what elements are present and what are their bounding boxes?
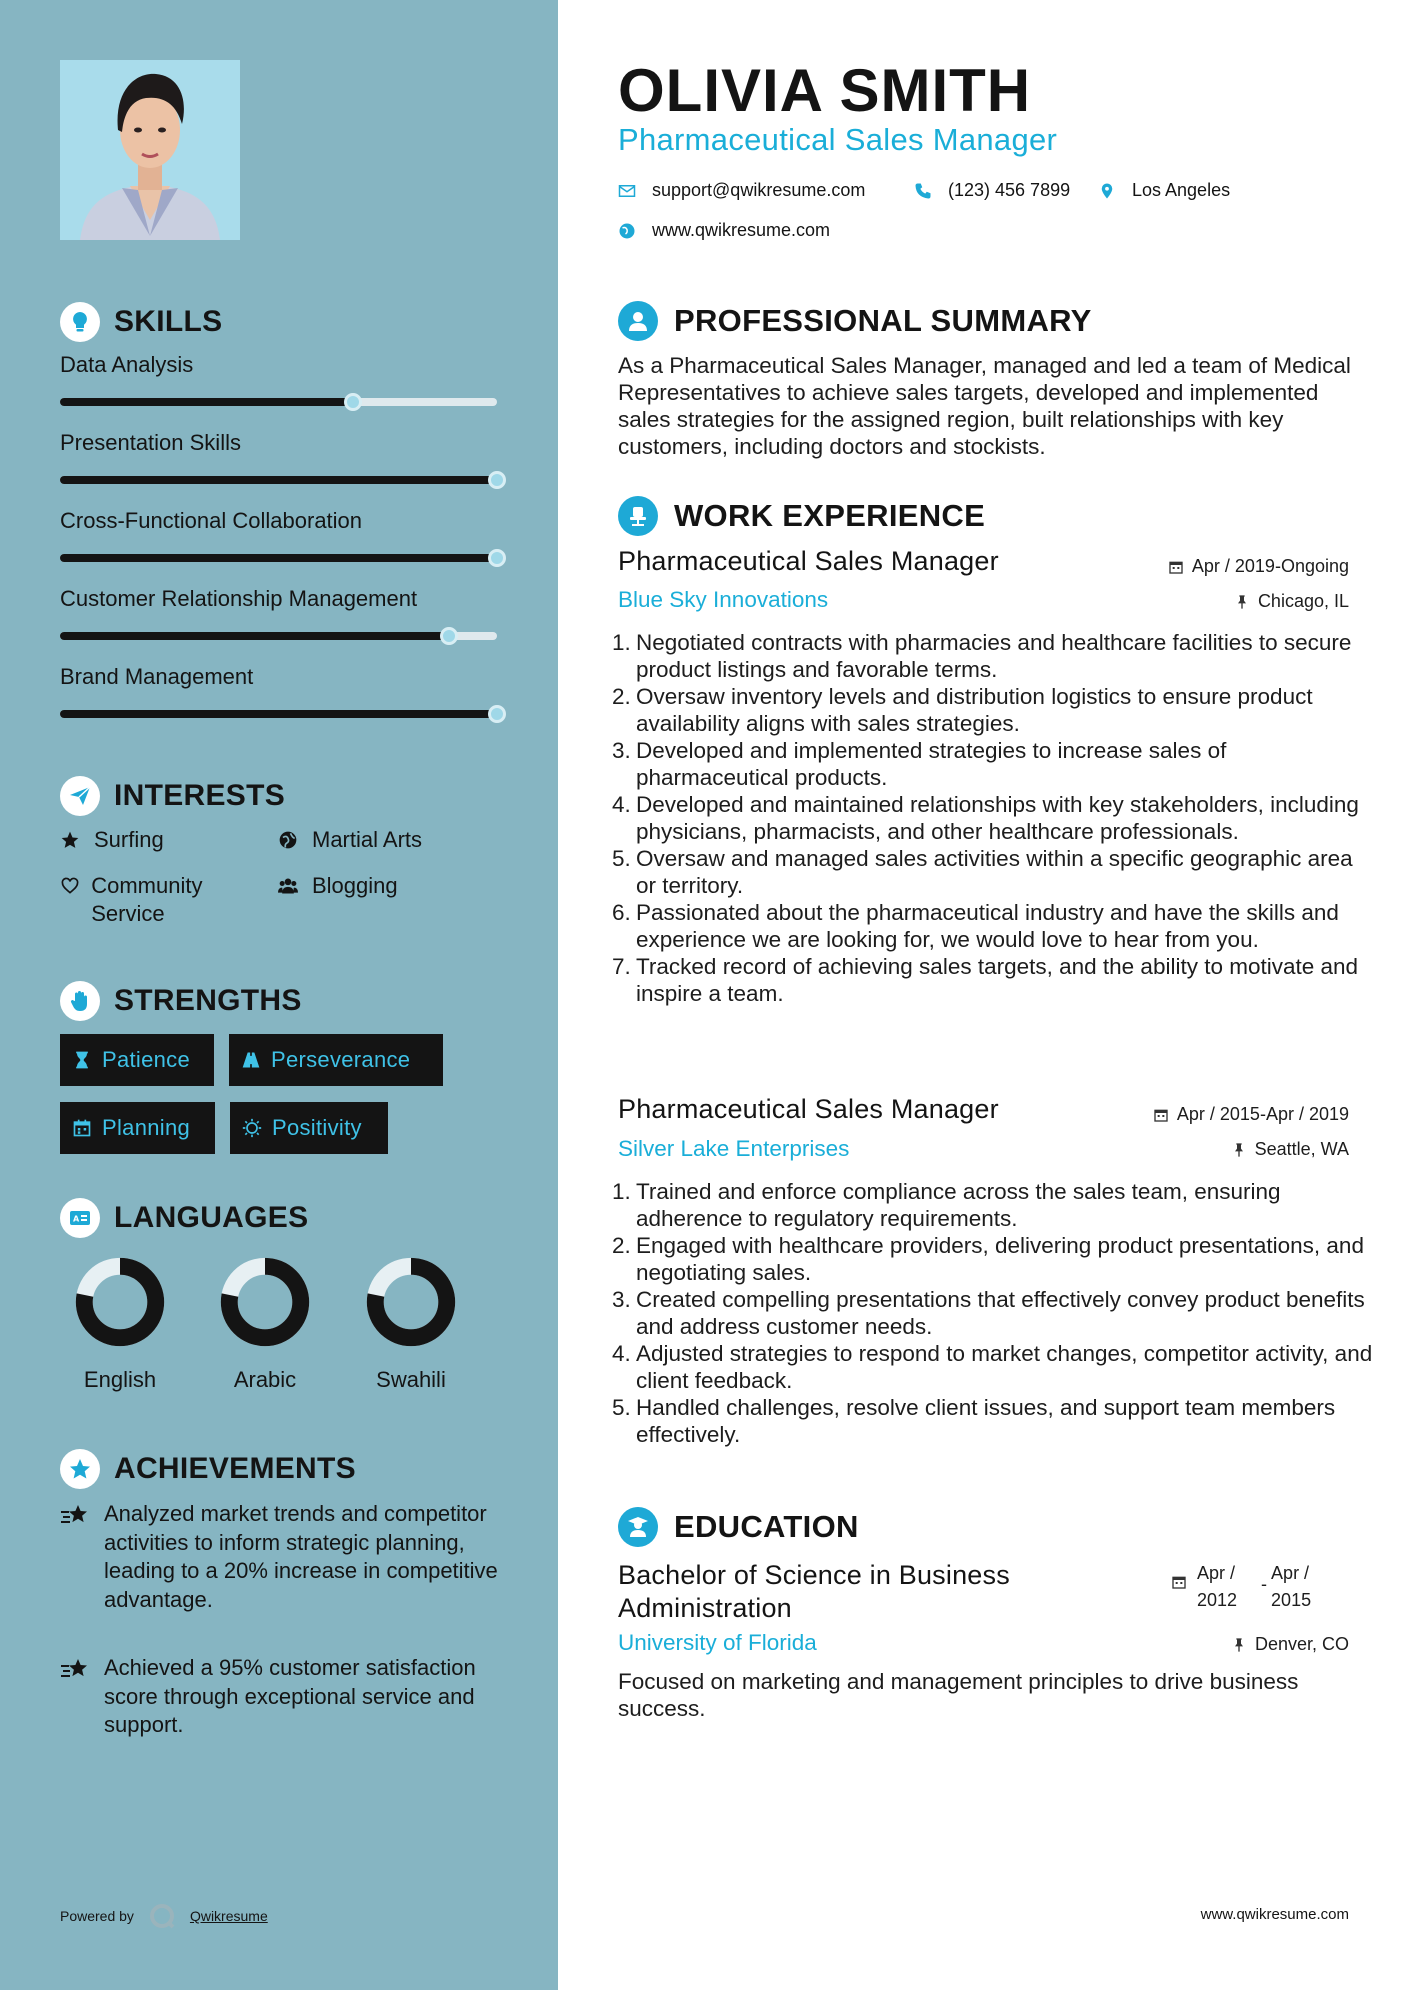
- achievement-text: Achieved a 95% customer satisfaction score through exceptional service and support.: [104, 1655, 476, 1737]
- job-bullet-text: Developed and maintained relationships with key stakeholders, including physicians, pharmacists, and other healthcare professionals.: [636, 792, 1359, 844]
- bullet-number: 5.: [612, 1395, 631, 1420]
- job-location: [1231, 1139, 1349, 1160]
- phone-icon: [914, 182, 932, 200]
- job-bullet: [612, 629, 1378, 683]
- bullet-number: 2.: [612, 1233, 631, 1258]
- language-card-icon: [60, 1198, 100, 1238]
- job-location: [1234, 591, 1349, 612]
- job-company: Blue Sky Innovations: [618, 587, 829, 612]
- pushpin-icon: [1231, 1142, 1247, 1158]
- job-bullet: [612, 737, 1378, 791]
- strength-badge: [60, 1102, 215, 1154]
- skill-bar-fill: [60, 710, 497, 718]
- languages-heading-text: LANGUAGES: [114, 1201, 309, 1234]
- skill-bar-knob: [440, 627, 458, 645]
- job-bullet: [612, 683, 1378, 737]
- language-label: English: [83, 1367, 157, 1392]
- pushpin-icon: [1234, 594, 1250, 610]
- calendar-icon: [1171, 1574, 1187, 1590]
- language-item: [356, 1255, 466, 1393]
- qwikresume-logo-icon: [148, 1902, 176, 1930]
- achievements-heading: [60, 1447, 356, 1491]
- job-bullet-text: Tracked record of achieving sales targets, and the ability to motivate and inspire a team.: [636, 954, 1359, 1006]
- education-location-text: Denver, CO: [1254, 1634, 1349, 1654]
- map-pin-icon: [1098, 182, 1116, 200]
- interest-label: Community Service: [91, 873, 203, 926]
- education-description: Focused on marketing and management principles to drive business success.: [618, 1669, 1299, 1721]
- language-donut: [218, 1255, 312, 1349]
- bullet-number: 3.: [612, 738, 631, 763]
- language-item: [210, 1255, 320, 1393]
- job-bullet-text: Handled challenges, resolve client issues, and support team members effectively.: [636, 1395, 1336, 1447]
- shooting-star-icon: [60, 1656, 92, 1684]
- job-bullet: [612, 845, 1378, 899]
- job-bullet-text: Oversaw and managed sales activities within a specific geographic area or territory.: [636, 846, 1353, 898]
- heart-outline-icon: [60, 872, 81, 900]
- strength-badge: [230, 1102, 388, 1154]
- skill-bar: [60, 710, 497, 718]
- skill-label: Presentation Skills: [60, 430, 241, 455]
- pushpin-icon: [1231, 1637, 1247, 1653]
- job-location-text: Seattle, WA: [1254, 1139, 1349, 1159]
- job-bullet: [612, 899, 1378, 953]
- degree-title: [618, 1559, 1010, 1625]
- chair-icon: [618, 496, 658, 536]
- footer-url[interactable]: www.qwikresume.com: [1200, 1906, 1349, 1923]
- bullet-number: 1.: [612, 630, 631, 655]
- job-bullet: [612, 791, 1378, 845]
- job-bullet-text: Adjusted strategies to respond to market changes, competitor activity, and client feedback.: [636, 1341, 1373, 1393]
- skill-bar: [60, 632, 497, 640]
- job-dates: [1168, 556, 1349, 577]
- strength-badge: [229, 1034, 443, 1086]
- skill-bar-fill: [60, 476, 497, 484]
- hourglass-icon: [72, 1050, 92, 1070]
- bullet-number: 4.: [612, 1341, 631, 1366]
- lightbulb-icon: [60, 302, 100, 342]
- skill-bar: [60, 398, 497, 406]
- hand-icon: [60, 981, 100, 1021]
- language-donut: [73, 1255, 167, 1349]
- job-bullet: [612, 1286, 1378, 1340]
- skill-bar-knob: [488, 471, 506, 489]
- achievements-heading-text: ACHIEVEMENTS: [114, 1452, 356, 1485]
- email-text: support@qwikresume.com: [652, 180, 866, 200]
- star-icon: [60, 826, 84, 854]
- education-end-year: 2015: [1271, 1590, 1312, 1610]
- strength-label: Positivity: [272, 1115, 362, 1140]
- summary-text: As a Pharmaceutical Sales Manager, managed and led a team of Medical Representatives to achieve sales targets, developed and implemented sales strategies for the assigned region, built relationships with key customers, including doctors and stockists.: [618, 353, 1351, 459]
- contact-email[interactable]: [618, 180, 865, 201]
- qwikresume-link[interactable]: Qwikresume: [189, 1908, 268, 1924]
- phone-text: (123) 456 7899: [948, 180, 1071, 200]
- skill-bar-fill: [60, 554, 497, 562]
- summary-heading-text: PROFESSIONAL SUMMARY: [674, 303, 1092, 338]
- education-location: [1231, 1634, 1349, 1655]
- calendar-icon: [72, 1118, 92, 1138]
- job-title: Pharmaceutical Sales Manager: [618, 546, 999, 576]
- skill-bar-fill: [60, 632, 449, 640]
- degree-line: Administration: [618, 1593, 792, 1623]
- job-company: Silver Lake Enterprises: [618, 1136, 850, 1161]
- star-badge-icon: [60, 1449, 100, 1489]
- sun-icon: [242, 1118, 262, 1138]
- svg-text:A: A: [73, 1214, 80, 1224]
- interest-item: [278, 872, 398, 900]
- job-bullet: [612, 1232, 1378, 1286]
- interest-label: Surfing: [94, 827, 164, 852]
- interest-label: Martial Arts: [312, 827, 423, 852]
- bullet-number: 4.: [612, 792, 631, 817]
- skill-bar: [60, 476, 497, 484]
- strength-badge: [60, 1034, 214, 1086]
- job-bullet: [612, 953, 1378, 1007]
- job-bullets: [612, 1178, 1378, 1448]
- job-bullet-text: Trained and enforce compliance across the sales team, ensuring adherence to regulatory requirements.: [636, 1179, 1281, 1231]
- graduation-icon: [618, 1507, 658, 1547]
- candidate-name: OLIVIA SMITH: [618, 57, 1032, 124]
- bullet-number: 6.: [612, 900, 631, 925]
- bullet-number: 1.: [612, 1179, 631, 1204]
- powered-by: [60, 1902, 268, 1930]
- bullet-number: 7.: [612, 954, 631, 979]
- strength-label: Perseverance: [271, 1047, 411, 1072]
- job-bullet-text: Oversaw inventory levels and distribution logistics to ensure product availability aligns with sales strategies.: [636, 684, 1313, 736]
- interest-item: [60, 826, 164, 854]
- education-start-month: Apr /: [1197, 1563, 1236, 1583]
- job-bullet: [612, 1340, 1378, 1394]
- job-dates-text: Apr / 2019-Ongoing: [1191, 556, 1349, 576]
- skill-bar-knob: [488, 705, 506, 723]
- job-bullet: [612, 1394, 1378, 1448]
- skills-heading-text: SKILLS: [114, 305, 223, 338]
- skill-bar: [60, 554, 497, 562]
- profile-photo: [60, 60, 240, 240]
- skill-label: Cross-Functional Collaboration: [60, 508, 363, 533]
- job-bullets: [612, 629, 1378, 1007]
- contact-website[interactable]: [618, 220, 830, 241]
- education-start: [1197, 1560, 1237, 1614]
- experience-heading-text: WORK EXPERIENCE: [674, 498, 986, 533]
- job-location-text: Chicago, IL: [1257, 591, 1349, 611]
- shooting-star-icon: [60, 1502, 92, 1530]
- job-bullet-text: Engaged with healthcare providers, delivering product presentations, and negotiating sales.: [636, 1233, 1364, 1285]
- envelope-icon: [618, 182, 636, 200]
- job-bullet-text: Created compelling presentations that effectively convey product benefits and address customer needs.: [636, 1287, 1365, 1339]
- job-bullet-text: Developed and implemented strategies to increase sales of pharmaceutical products.: [636, 738, 1227, 790]
- language-label: Arabic: [233, 1367, 297, 1392]
- language-label: Swahili: [376, 1367, 446, 1392]
- strengths-heading-text: STRENGTHS: [114, 984, 302, 1017]
- skill-bar-knob: [488, 549, 506, 567]
- education-dates: [1171, 1560, 1311, 1614]
- skill-label: Customer Relationship Management: [60, 586, 418, 611]
- achievement-text: Analyzed market trends and competitor activities to inform strategic planning, leading to a 20% increase in competitive advantage.: [104, 1501, 498, 1612]
- education-heading: [618, 1505, 859, 1549]
- language-item: [65, 1255, 175, 1393]
- job-bullet-text: Negotiated contracts with pharmacies and healthcare facilities to secure product listings and favorable terms.: [636, 630, 1352, 682]
- education-heading-text: EDUCATION: [674, 1509, 859, 1544]
- contact-phone[interactable]: [914, 180, 1070, 201]
- education-start-year: 2012: [1197, 1590, 1238, 1610]
- candidate-title: Pharmaceutical Sales Manager: [618, 122, 1058, 157]
- strengths-heading: [60, 979, 302, 1023]
- interests-heading: [60, 774, 285, 818]
- job-bullet-text: Passionated about the pharmaceutical industry and have the skills and experience we are looking for, we would love to hear from you.: [636, 900, 1339, 952]
- interest-item: [278, 826, 422, 854]
- skill-label: Data Analysis: [60, 352, 194, 377]
- languages-heading: [60, 1196, 308, 1240]
- education-end: [1271, 1560, 1311, 1614]
- education-date-dash: -: [1261, 1574, 1268, 1594]
- strength-label: Patience: [102, 1047, 191, 1072]
- job-title: Pharmaceutical Sales Manager: [618, 1094, 999, 1124]
- contact-location: [1098, 180, 1230, 201]
- location-text: Los Angeles: [1132, 180, 1231, 200]
- skill-bar-knob: [344, 393, 362, 411]
- skills-heading: [60, 300, 222, 344]
- globe-icon: [618, 222, 636, 240]
- strength-label: Planning: [102, 1115, 191, 1140]
- globe-icon: [278, 826, 302, 854]
- website-text: www.qwikresume.com: [652, 220, 831, 240]
- job-dates-text: Apr / 2015-Apr / 2019: [1176, 1104, 1349, 1124]
- interests-heading-text: INTERESTS: [114, 779, 286, 812]
- job-dates: [1153, 1104, 1349, 1125]
- road-icon: [241, 1050, 261, 1070]
- paper-plane-icon: [60, 776, 100, 816]
- degree-line: Bachelor of Science in Business: [618, 1560, 1010, 1590]
- job-bullet: [612, 1178, 1378, 1232]
- achievement-item: [60, 1654, 500, 1740]
- bullet-number: 2.: [612, 684, 631, 709]
- users-icon: [278, 872, 302, 900]
- education-end-month: Apr /: [1271, 1563, 1310, 1583]
- education-school: University of Florida: [618, 1630, 817, 1655]
- calendar-icon: [1153, 1107, 1169, 1123]
- main-content: [558, 0, 1407, 1990]
- interest-item: [60, 872, 260, 928]
- summary-heading: [618, 299, 1092, 343]
- skill-label: Brand Management: [60, 664, 254, 689]
- user-icon: [618, 301, 658, 341]
- sidebar: [0, 0, 558, 1990]
- powered-by-label: Powered by: [60, 1908, 134, 1924]
- language-donut: [364, 1255, 458, 1349]
- skill-bar-fill: [60, 398, 353, 406]
- achievement-item: [60, 1500, 500, 1614]
- calendar-icon: [1168, 559, 1184, 575]
- experience-heading: [618, 494, 985, 538]
- bullet-number: 5.: [612, 846, 631, 871]
- bullet-number: 3.: [612, 1287, 631, 1312]
- interest-label: Blogging: [312, 873, 398, 898]
